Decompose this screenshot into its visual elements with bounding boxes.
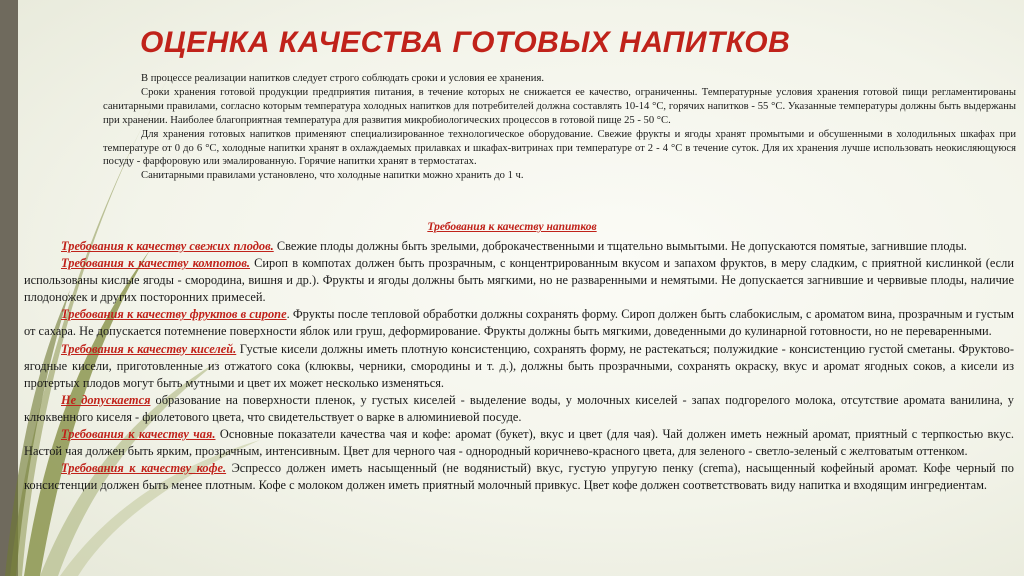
- requirement-label: Не допускается: [61, 392, 151, 407]
- intro-text: [103, 72, 1016, 183]
- requirement-fresh-fruits: [24, 238, 1014, 255]
- requirement-label: Требования к качеству чая.: [61, 427, 216, 442]
- intro-paragraph: Для хранения готовых напитков применяют специализированное технологическое оборудование. Свежие фрукты и ягоды хранят промытыми и обсушенными в холодильных шкафах при температуре от 0 до 6 °С, холодные напитки хранят в охлаждаемых прилавках и шкафах-витринах при температуре от 2 - 4 °С в течение суток. Для их хранения лучше использовать неокисляющуюся посуду - фарфоровую или эмалированную. Горячие напитки хранят в термостатах.: [103, 128, 1016, 168]
- requirement-fruits-in-syrup: [24, 306, 1014, 340]
- requirement-label: Требования к качеству фруктов в сиропе: [61, 307, 287, 322]
- requirements-list: [24, 238, 1014, 494]
- requirement-tea: [24, 426, 1014, 460]
- requirements-heading: Требования к качеству напитков: [427, 221, 597, 233]
- requirement-text: Сироп в компотах должен быть прозрачным, с концентрированным вкусом и запахом фруктов, в меру сладким, с приятной кислинкой (если использованы кислые ягоды - смородина, вишня и др.). Фрукты и ягоды должны быть мягкими, но не разваренными и немятыми. Не допускается загнившие и червивые плоды, наличие плодоножек и других посторонних примесей.: [24, 256, 1014, 305]
- requirement-label: Требования к качеству кофе.: [61, 461, 227, 476]
- requirement-coffee: [24, 460, 1014, 494]
- requirement-label: Требования к качеству киселей.: [61, 341, 237, 356]
- intro-paragraph: В процессе реализации напитков следует строго соблюдать сроки и условия ее хранения.: [141, 73, 544, 84]
- requirement-label: Требования к качеству свежих плодов.: [61, 239, 274, 253]
- page-title: ОЦЕНКА КАЧЕСТВА ГОТОВЫХ НАПИТКОВ: [140, 26, 791, 59]
- requirement-text: Эспрессо должен иметь насыщенный (не водянистый) вкус, густую упругую пенку (crema), насыщенный кофейный аромат. Кофе черный по консистенции должен быть менее плотным. Кофе с молоком должен иметь приятный молочный привкус. Цвет кофе должен соответствовать виду напитка и входящим ингредиентам.: [24, 461, 1014, 493]
- requirement-text: . Фрукты после тепловой обработки должны сохранять форму. Сироп должен быть слабокислым, с ароматом вина, прозрачным и густым от сахара. Не допускается потемнение поверхности яблок или груш, деформирование. Фрукты должны быть мягкими, доведенными до кулинарной готовности, но не переваренными.: [24, 307, 1014, 339]
- requirement-text: Основные показатели качества чая и кофе: аромат (букет), вкус и цвет (для чая). Чай должен иметь нежный аромат, приятный с терпкостью вкус. Настой чая должен быть ярким, прозрачным, интенсивным. Цвет для черного чая - однородный коричнево-красного цвета, для зеленого - светло-зеленый с желтоватым оттенком.: [24, 427, 1014, 459]
- requirement-label: Требования к качеству компотов.: [61, 256, 250, 271]
- intro-paragraph: Сроки хранения готовой продукции предприятия питания, в течение которых не снижается ее качество, ограниченны. Температурные условия хранения готовой пищи регламентированы санитарными правилами, согласно которым температура холодных напитков для потребителей должна составлять 10-14 °С, горячих напитков - 55 °С. Указанные температуры должны быть выдержаны при хранении. Наиболее благоприятная температура для развития микробиологических процессов в готовой пище 25 - 50 °С.: [103, 86, 1016, 126]
- intro-paragraph: Санитарными правилами установлено, что холодные напитки можно хранить до 1 ч.: [141, 170, 524, 182]
- requirement-text: образование на поверхности пленок, у густых киселей - выделение воды, у молочных киселей - запах подгорелого молока, отсутствие аромата ванилина, у клюквенного киселя - фиолетового цвета, что свидетельствует о варке в алюминиевой посуде.: [24, 392, 1014, 424]
- requirement-not-allowed: [24, 392, 1014, 426]
- requirement-kissels: [24, 341, 1014, 392]
- requirement-text: Густые кисели должны иметь плотную консистенцию, сохранять форму, не растекаться; полужидкие - консистенцию густой сметаны. Фруктово-ягодные кисели, приготовленные из отжатого сока (клюквы, черники, смородины и т. д.), должны быть прозрачными, сохранять окраску, вкус и аромат ягодных соков, а кисели из протертых плодов могут быть мутными и цвет их может несколько изменяться.: [24, 341, 1014, 390]
- requirement-compotes: [24, 255, 1014, 306]
- requirement-text: Свежие плоды должны быть зрелыми, доброкачественными и тщательно вымытыми. Не допускаются помятые, загнившие плоды.: [273, 239, 967, 253]
